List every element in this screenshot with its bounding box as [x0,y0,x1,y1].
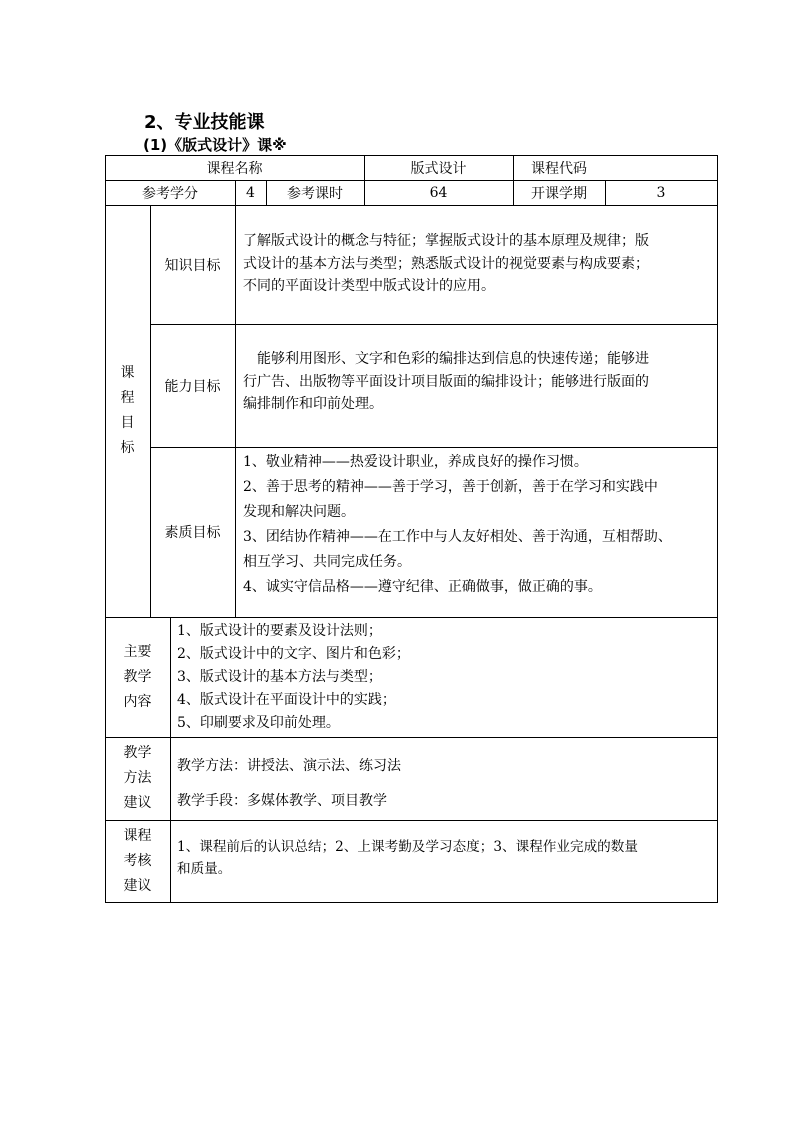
course-code-value [605,155,717,180]
objectives-label: 课 程 目 标 [120,365,135,456]
credits-label: 参考学分 [142,185,198,202]
section-heading: 2、专业技能课 [144,112,265,133]
table-rule [105,737,718,738]
method-label: 教学 方法 建议 [123,745,152,811]
course-name-value: 版式设计 [410,160,467,177]
table-rule [105,902,718,903]
ability-text: 能够利用图形、文字和色彩的编排达到信息的快速传递；能够进 行广告、出版物等平面设计项目版面的编排设计；能够进行版面的 编排制作和印前处理。 [243,351,649,412]
semester-label: 开课学期 [531,185,587,202]
quality-label: 素质目标 [164,525,221,541]
course-code-label: 课程代码 [531,160,587,177]
assessment-text: 1、课程前后的认识总结；2、上课考勤及学习态度；3、课程作业完成的数量 和质量。 [177,839,638,877]
credits-value: 4 [246,184,255,201]
table-rule [717,155,718,903]
knowledge-label: 知识目标 [164,257,221,274]
hours-label: 参考课时 [287,185,343,202]
course-heading: (1)《版式设计》课※ [143,136,287,154]
table-rule [105,617,718,618]
quality-text: 1、敬业精神——热爱设计职业，养成良好的操作习惯。 2、善于思考的精神——善于学习，善于创新，善于在学习和实践中 发现和解决问题。 3、团结协作精神——在工作中与人友好相处、善于沟通，互相帮助、 相互学习、共同完成任务。 4、诚实守信品格——遵守纪律、正确做事，做正确的事。 [243,454,672,595]
semester-value: 3 [656,184,666,201]
content-text: 1、版式设计的要素及设计法则； 2、版式设计中的文字、图片和色彩； 3、版式设计的基本方法与类型； 4、版式设计在平面设计中的实践； 5、印刷要求及印前处理。 [177,623,410,731]
knowledge-text: 了解版式设计的概念与特征；掌握版式设计的基本原理及规律；版 式设计的基本方法与类型；熟悉版式设计的视觉要素与构成要素； 不同的平面设计类型中版式设计的应用。 [243,233,649,294]
content-label: 主要 教学 内容 [123,643,152,710]
table-rule [235,205,236,617]
ability-label: 能力目标 [164,378,221,395]
table-rule [170,617,171,903]
hours-value: 64 [429,184,448,201]
table-rule [105,820,718,821]
assessment-label: 课程 考核 建议 [123,827,152,894]
course-table [105,155,718,903]
course-name-label: 课程名称 [206,160,263,177]
method-text: 教学方法：讲授法、演示法、练习法 教学手段：多媒体教学、项目教学 [177,758,401,809]
